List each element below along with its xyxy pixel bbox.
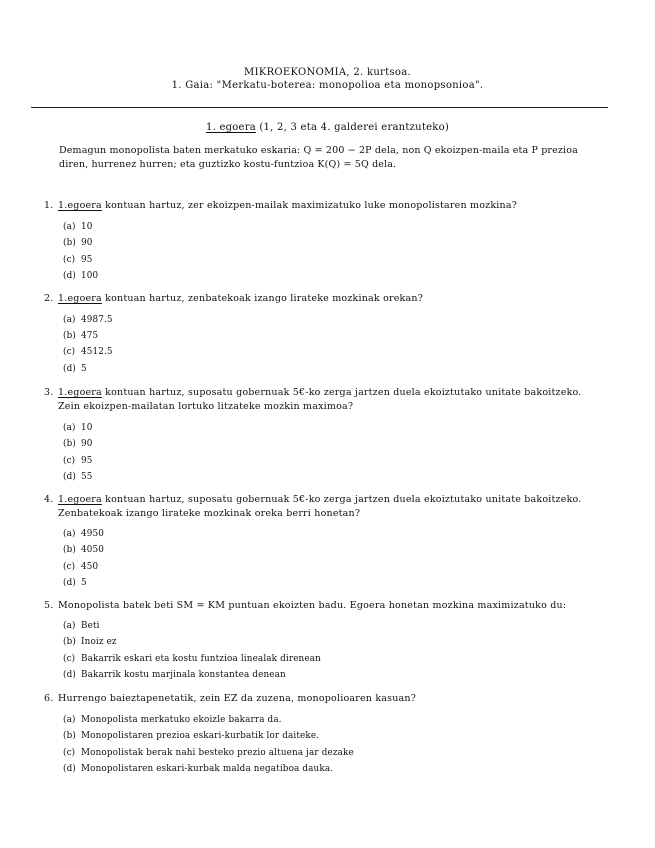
option-label: (c)	[63, 562, 76, 572]
option-label: (d)	[63, 764, 76, 774]
option-c[interactable]	[63, 748, 354, 758]
scenario-reference: 1.egoera	[58, 200, 102, 211]
option-text: Inoiz ez	[81, 637, 117, 647]
scenario-line-1: Demagun monopolista baten merkatuko eskaria: Q = 200 − 2P dela, non Q ekoizpen-maila eta P prezioa	[59, 145, 578, 156]
option-d[interactable]	[63, 764, 333, 774]
scenario-title-rest: (1, 2, 3 eta 4. galderei erantzuteko)	[259, 122, 450, 133]
option-a[interactable]	[63, 621, 100, 631]
option-label: (a)	[63, 715, 76, 725]
option-label: (b)	[63, 545, 76, 555]
option-d[interactable]	[63, 578, 87, 588]
option-text: 4512.5	[81, 347, 113, 357]
scenario-description	[59, 144, 609, 172]
option-a[interactable]	[63, 423, 93, 433]
option-text: Bakarrik kostu marjinala konstantea denean	[81, 670, 286, 680]
option-c[interactable]	[63, 456, 93, 466]
option-text: 475	[81, 331, 99, 341]
option-d[interactable]	[63, 472, 93, 482]
option-b[interactable]	[63, 238, 93, 248]
option-b[interactable]	[63, 331, 98, 341]
option-label: (c)	[63, 654, 76, 664]
scenario-reference: 1.egoera	[58, 494, 102, 505]
question-number: 3.	[44, 387, 54, 398]
option-label: (a)	[63, 222, 76, 232]
option-label: (b)	[63, 331, 76, 341]
option-d[interactable]	[63, 670, 286, 680]
option-b[interactable]	[63, 637, 117, 647]
option-label: (a)	[63, 315, 76, 325]
option-a[interactable]	[63, 222, 93, 232]
option-text: 5	[81, 364, 87, 374]
question-line-1: kontuan hartuz, zenbatekoak izango lirateke mozkinak orekan?	[101, 293, 423, 304]
option-c[interactable]	[63, 347, 113, 357]
option-text: 10	[81, 423, 93, 433]
question-text	[58, 199, 517, 212]
option-text: Monopolista merkatuko ekoizle bakarra da.	[81, 715, 282, 725]
question-number: 4.	[44, 494, 54, 505]
header-divider	[31, 107, 608, 108]
question-text	[58, 493, 582, 506]
scenario-reference: 1.egoera	[58, 293, 102, 304]
option-text: 4950	[81, 529, 104, 539]
option-label: (a)	[63, 621, 76, 631]
course-title: MIKROEKONOMIA, 2. kurtsoa.	[244, 67, 411, 78]
option-text: 5	[81, 578, 87, 588]
option-label: (b)	[63, 731, 76, 741]
option-label: (d)	[63, 670, 76, 680]
question-line-1: kontuan hartuz, suposatu gobernuak 5€-ko zerga jartzen duela ekoiztutako unitate bakoitzeko.	[101, 494, 582, 505]
option-text: 90	[81, 238, 93, 248]
option-text: 55	[81, 472, 93, 482]
option-label: (b)	[63, 637, 76, 647]
question-number: 1.	[44, 200, 54, 211]
option-text: 95	[81, 255, 93, 265]
question-text	[58, 386, 582, 399]
option-b[interactable]	[63, 731, 319, 741]
question-line-1: kontuan hartuz, zer ekoizpen-mailak maximizatuko luke monopolistaren mozkina?	[101, 200, 518, 211]
option-label: (c)	[63, 255, 76, 265]
option-b[interactable]	[63, 439, 93, 449]
question-line-2: Zein ekoizpen-mailatan lortuko litzateke mozkin maximoa?	[58, 401, 354, 412]
option-label: (d)	[63, 578, 76, 588]
option-c[interactable]	[63, 255, 93, 265]
option-a[interactable]	[63, 715, 282, 725]
option-text: 10	[81, 222, 93, 232]
option-label: (c)	[63, 456, 76, 466]
option-text: 450	[81, 562, 99, 572]
option-d[interactable]	[63, 364, 87, 374]
scenario-title-underlined: 1. egoera	[205, 122, 256, 133]
option-text: 4050	[81, 545, 104, 555]
option-label: (a)	[63, 423, 76, 433]
question-line-1: Monopolista batek beti SM = KM puntuan ekoizten badu. Egoera honetan mozkina maximizatuko du:	[58, 600, 567, 611]
option-text: 90	[81, 439, 93, 449]
document-header	[0, 66, 655, 92]
option-text: Beti	[81, 621, 100, 631]
option-b[interactable]	[63, 545, 104, 555]
topic-subtitle: 1. Gaia: "Merkatu-boterea: monopolioa eta monopsonioa".	[171, 80, 484, 91]
question-line-1: kontuan hartuz, suposatu gobernuak 5€-ko zerga jartzen duela ekoiztutako unitate bakoitzeko.	[101, 387, 582, 398]
option-a[interactable]	[63, 529, 104, 539]
option-text: Bakarrik eskari eta kostu funtzioa linealak direnean	[81, 654, 321, 664]
option-a[interactable]	[63, 315, 113, 325]
option-text: Monopolistaren eskari-kurbak malda negatiboa dauka.	[81, 764, 334, 774]
option-label: (c)	[63, 347, 76, 357]
option-text: 95	[81, 456, 93, 466]
option-d[interactable]	[63, 271, 98, 281]
question-text	[58, 292, 423, 305]
option-label: (d)	[63, 364, 76, 374]
option-label: (c)	[63, 748, 76, 758]
option-label: (b)	[63, 238, 76, 248]
scenario-reference: 1.egoera	[58, 387, 102, 398]
option-text: Monopolistaren prezioa eskari-kurbatik lor daiteke.	[81, 731, 320, 741]
option-label: (d)	[63, 271, 76, 281]
scenario-title	[0, 122, 655, 133]
question-number: 6.	[44, 693, 54, 704]
option-text: Monopolistak berak nahi besteko prezio altuena jar dezake	[81, 748, 354, 758]
question-line-1: Hurrengo baieztapenetatik, zein EZ da zuzena, monopolioaren kasuan?	[58, 693, 417, 704]
question-number: 2.	[44, 293, 54, 304]
option-label: (a)	[63, 529, 76, 539]
option-text: 100	[81, 271, 99, 281]
scenario-line-2: diren, hurrenez hurren; eta guztizko kostu-funtzioa K(Q) = 5Q dela.	[59, 159, 397, 170]
option-c[interactable]	[63, 562, 98, 572]
question-line-2: Zenbatekoak izango lirateke mozkinak oreka berri honetan?	[58, 508, 361, 519]
question-number: 5.	[44, 600, 54, 611]
option-text: 4987.5	[81, 315, 113, 325]
option-c[interactable]	[63, 654, 321, 664]
option-label: (d)	[63, 472, 76, 482]
option-label: (b)	[63, 439, 76, 449]
